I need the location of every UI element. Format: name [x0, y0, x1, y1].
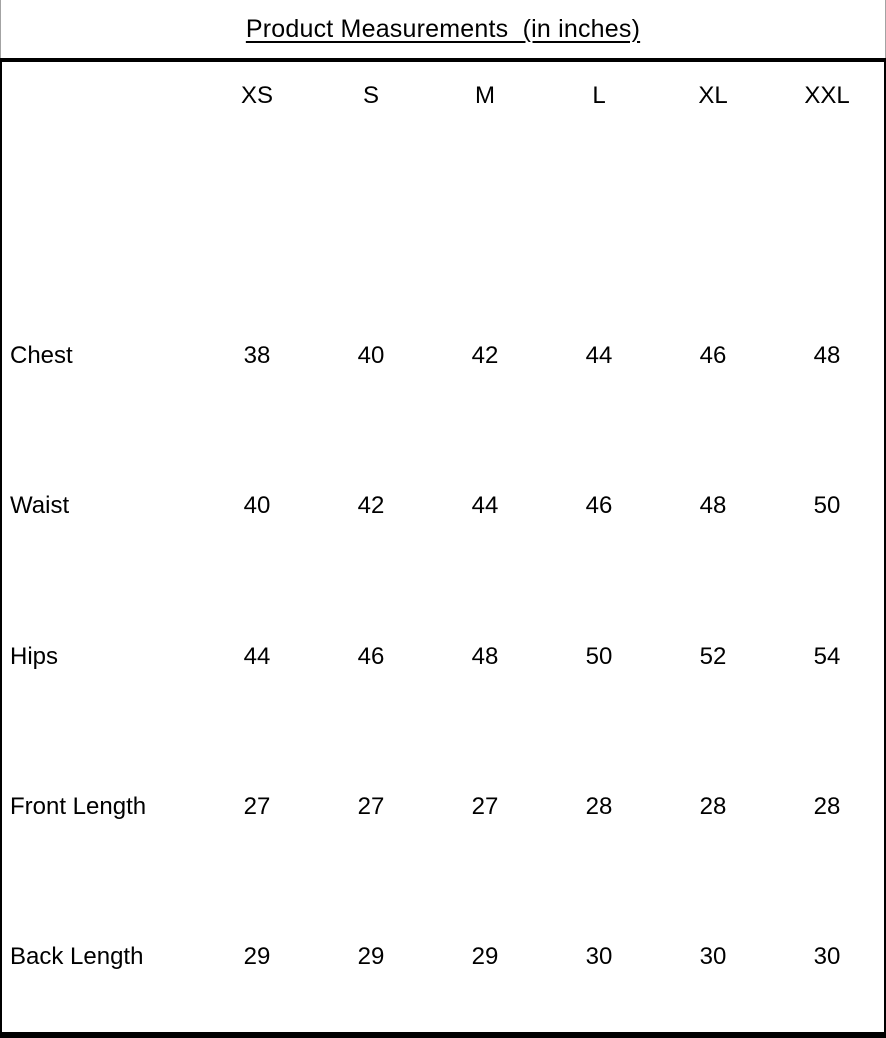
col-header-l: L	[592, 82, 606, 109]
table-row-front-length	[2, 732, 884, 882]
table-header-row	[2, 62, 884, 130]
row-label: Hips	[10, 642, 59, 670]
cell-value: 30	[585, 942, 613, 970]
cell-value: 48	[471, 642, 499, 670]
cell-value: 29	[357, 942, 385, 970]
cell-value: 28	[585, 792, 613, 820]
measurements-table	[0, 58, 886, 1038]
row-label: Waist	[10, 492, 70, 520]
cell-value: 27	[243, 792, 271, 820]
cell-value: 48	[813, 342, 841, 370]
cell-value: 42	[471, 342, 499, 370]
cell-value: 50	[585, 642, 613, 670]
cell-value: 28	[813, 792, 841, 820]
empty-row	[2, 130, 884, 281]
cell-value: 30	[813, 942, 841, 970]
cell-value: 42	[357, 492, 385, 520]
col-header-xxl: XXL	[804, 82, 850, 109]
cell-value: 54	[813, 642, 841, 670]
col-header-s: S	[362, 82, 379, 109]
page-title: Product Measurements (in inches)	[245, 14, 641, 43]
cell-value: 38	[243, 342, 271, 370]
cell-value: 27	[357, 792, 385, 820]
cell-value: 27	[471, 792, 499, 820]
table-row-chest	[2, 281, 884, 431]
row-label: Back Length	[10, 942, 144, 970]
cell-value: 44	[585, 342, 613, 370]
cell-value: 50	[813, 492, 841, 520]
row-label: Front Length	[10, 792, 147, 820]
col-header-xs: XS	[240, 82, 273, 109]
cell-value: 29	[471, 942, 499, 970]
title-band	[0, 0, 886, 58]
cell-value: 46	[699, 342, 727, 370]
cell-value: 28	[699, 792, 727, 820]
cell-value: 30	[699, 942, 727, 970]
table-row-waist	[2, 431, 884, 581]
cell-value: 44	[471, 492, 499, 520]
table-row-hips	[2, 581, 884, 731]
col-header-m: M	[475, 82, 495, 109]
table-row-back-length	[2, 882, 884, 1032]
col-header-xl: XL	[698, 82, 728, 109]
cell-value: 40	[357, 342, 385, 370]
cell-value: 46	[357, 642, 385, 670]
cell-value: 40	[243, 492, 271, 520]
cell-value: 46	[585, 492, 613, 520]
cell-value: 52	[699, 642, 727, 670]
cell-value: 29	[243, 942, 271, 970]
cell-value: 48	[699, 492, 727, 520]
row-label: Chest	[10, 342, 73, 370]
cell-value: 44	[243, 642, 271, 670]
